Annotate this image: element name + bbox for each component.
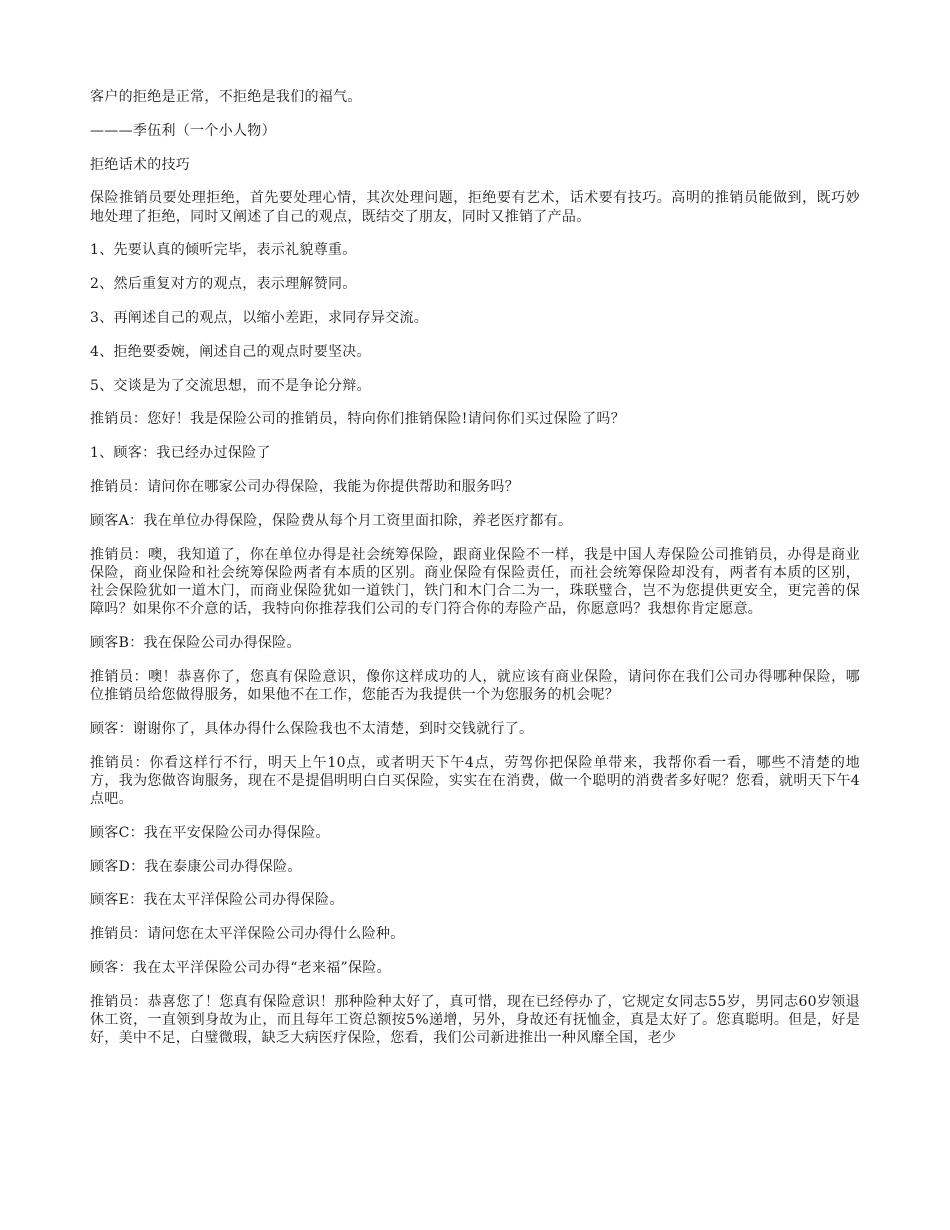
- tip-item-5: 5、交谈是为了交流思想，而不是争论分辩。: [90, 377, 371, 394]
- tip-item-2: 2、然后重复对方的观点，表示理解赞同。: [90, 276, 357, 293]
- intro-paragraph: 保险推销员要处理拒绝，首先要处理心情，其次处理问题，拒绝要有艺术，话术要有技巧。高明的推销员能做到，既巧妙地处理了拒绝，同时又阐述了自己的观点，既结交了朋友，同时又推销了产品。: [90, 190, 860, 225]
- dialogue-line: 顾客C：我在平安保险公司办得保险。: [90, 824, 330, 841]
- dialogue-line: 推销员：噢，我知道了，你在单位办得是社会统筹保险，跟商业保险不一样，我是中国人寿保险公司推销员，办得是商业保险，商业保险和社会统筹保险两者有本质的区别。商业保险有保险责任，而社会统筹保险却没有，两者有本质的区别，社会保险犹如一道木门，而商业保险犹如一道铁门，铁门和木门合二为一，珠联璧合，岂不为您提供更安全，更完善的保障吗？如果你不介意的话，我特向你推荐我们公司的专门符合你的寿险产品，你愿意吗？我想你肯定愿意。: [90, 546, 860, 618]
- quote-attribution: ———季伍利（一个小人物）: [90, 122, 276, 139]
- dialogue-line: 推销员：你看这样行不行，明天上午10点，或者明天下午4点，劳驾你把保险单带来，我帮你看一看，哪些不清楚的地方，我为您做咨询服务，现在不是提倡明明白白买保险，实实在在消费，做一个聪明的消费者多好呢？您看，就明天下午4点吧。: [90, 754, 860, 807]
- dialogue-line: 推销员：恭喜您了！您真有保险意识！那种险种太好了，真可惜，现在已经停办了，它规定女同志55岁，男同志60岁领退休工资，一直领到身故为止，而且每年工资总额按5%递增，另外，身故还有抚恤金，真是太好了。您真聪明。但是，好是好，美中不足，白璧微瑕，缺乏大病医疗保险，您看，我们公司新进推出一种风靡全国，老少: [90, 993, 860, 1047]
- section-heading: 拒绝话术的技巧: [90, 156, 191, 173]
- quote-line: 客户的拒绝是正常，不拒绝是我们的福气。: [90, 89, 362, 105]
- tip-item-3: 3、再阐述自己的观点，以缩小差距，求同存异交流。: [90, 309, 429, 326]
- dialogue-line: 推销员：请问你在哪家公司办得保险，我能为你提供帮助和服务吗？: [90, 478, 519, 495]
- tip-item-4: 4、拒绝要委婉，阐述自己的观点时要坚决。: [90, 343, 371, 360]
- dialogue-line: 顾客：谢谢你了，具体办得什么保险我也不太清楚，到时交钱就行了。: [90, 720, 534, 737]
- dialogue-line: 推销员：请问您在太平洋保险公司办得什么险种。: [90, 926, 405, 943]
- dialogue-line: 顾客A：我在单位办得保险，保险费从每个月工资里面扣除，养老医疗都有。: [90, 512, 573, 529]
- dialogue-line: 顾客：我在太平洋保险公司办得“老来福”保险。: [90, 959, 391, 976]
- dialogue-line: 推销员：噢！恭喜你了，您真有保险意识，像你这样成功的人，就应该有商业保险，请问你在我们公司办得哪种保险，哪位推销员给您做得服务，如果他不在工作，您能否为我提供一个为您服务的机会呢？: [90, 668, 860, 703]
- dialogue-line: 1、顾客：我已经办过保险了: [90, 445, 271, 462]
- document-page: [90, 88, 860, 1063]
- dialogue-line: 顾客D：我在泰康公司办得保险。: [90, 858, 302, 875]
- dialogue-line: 顾客E：我在太平洋保险公司办得保险。: [90, 892, 344, 909]
- dialogue-line: 推销员：您好！我是保险公司的推销员，特向你们推销保险!请问你们买过保险了吗？: [90, 411, 626, 428]
- dialogue-line: 顾客B：我在保险公司办得保险。: [90, 634, 301, 651]
- tip-item-1: 1、先要认真的倾听完毕，表示礼貌尊重。: [90, 242, 357, 259]
